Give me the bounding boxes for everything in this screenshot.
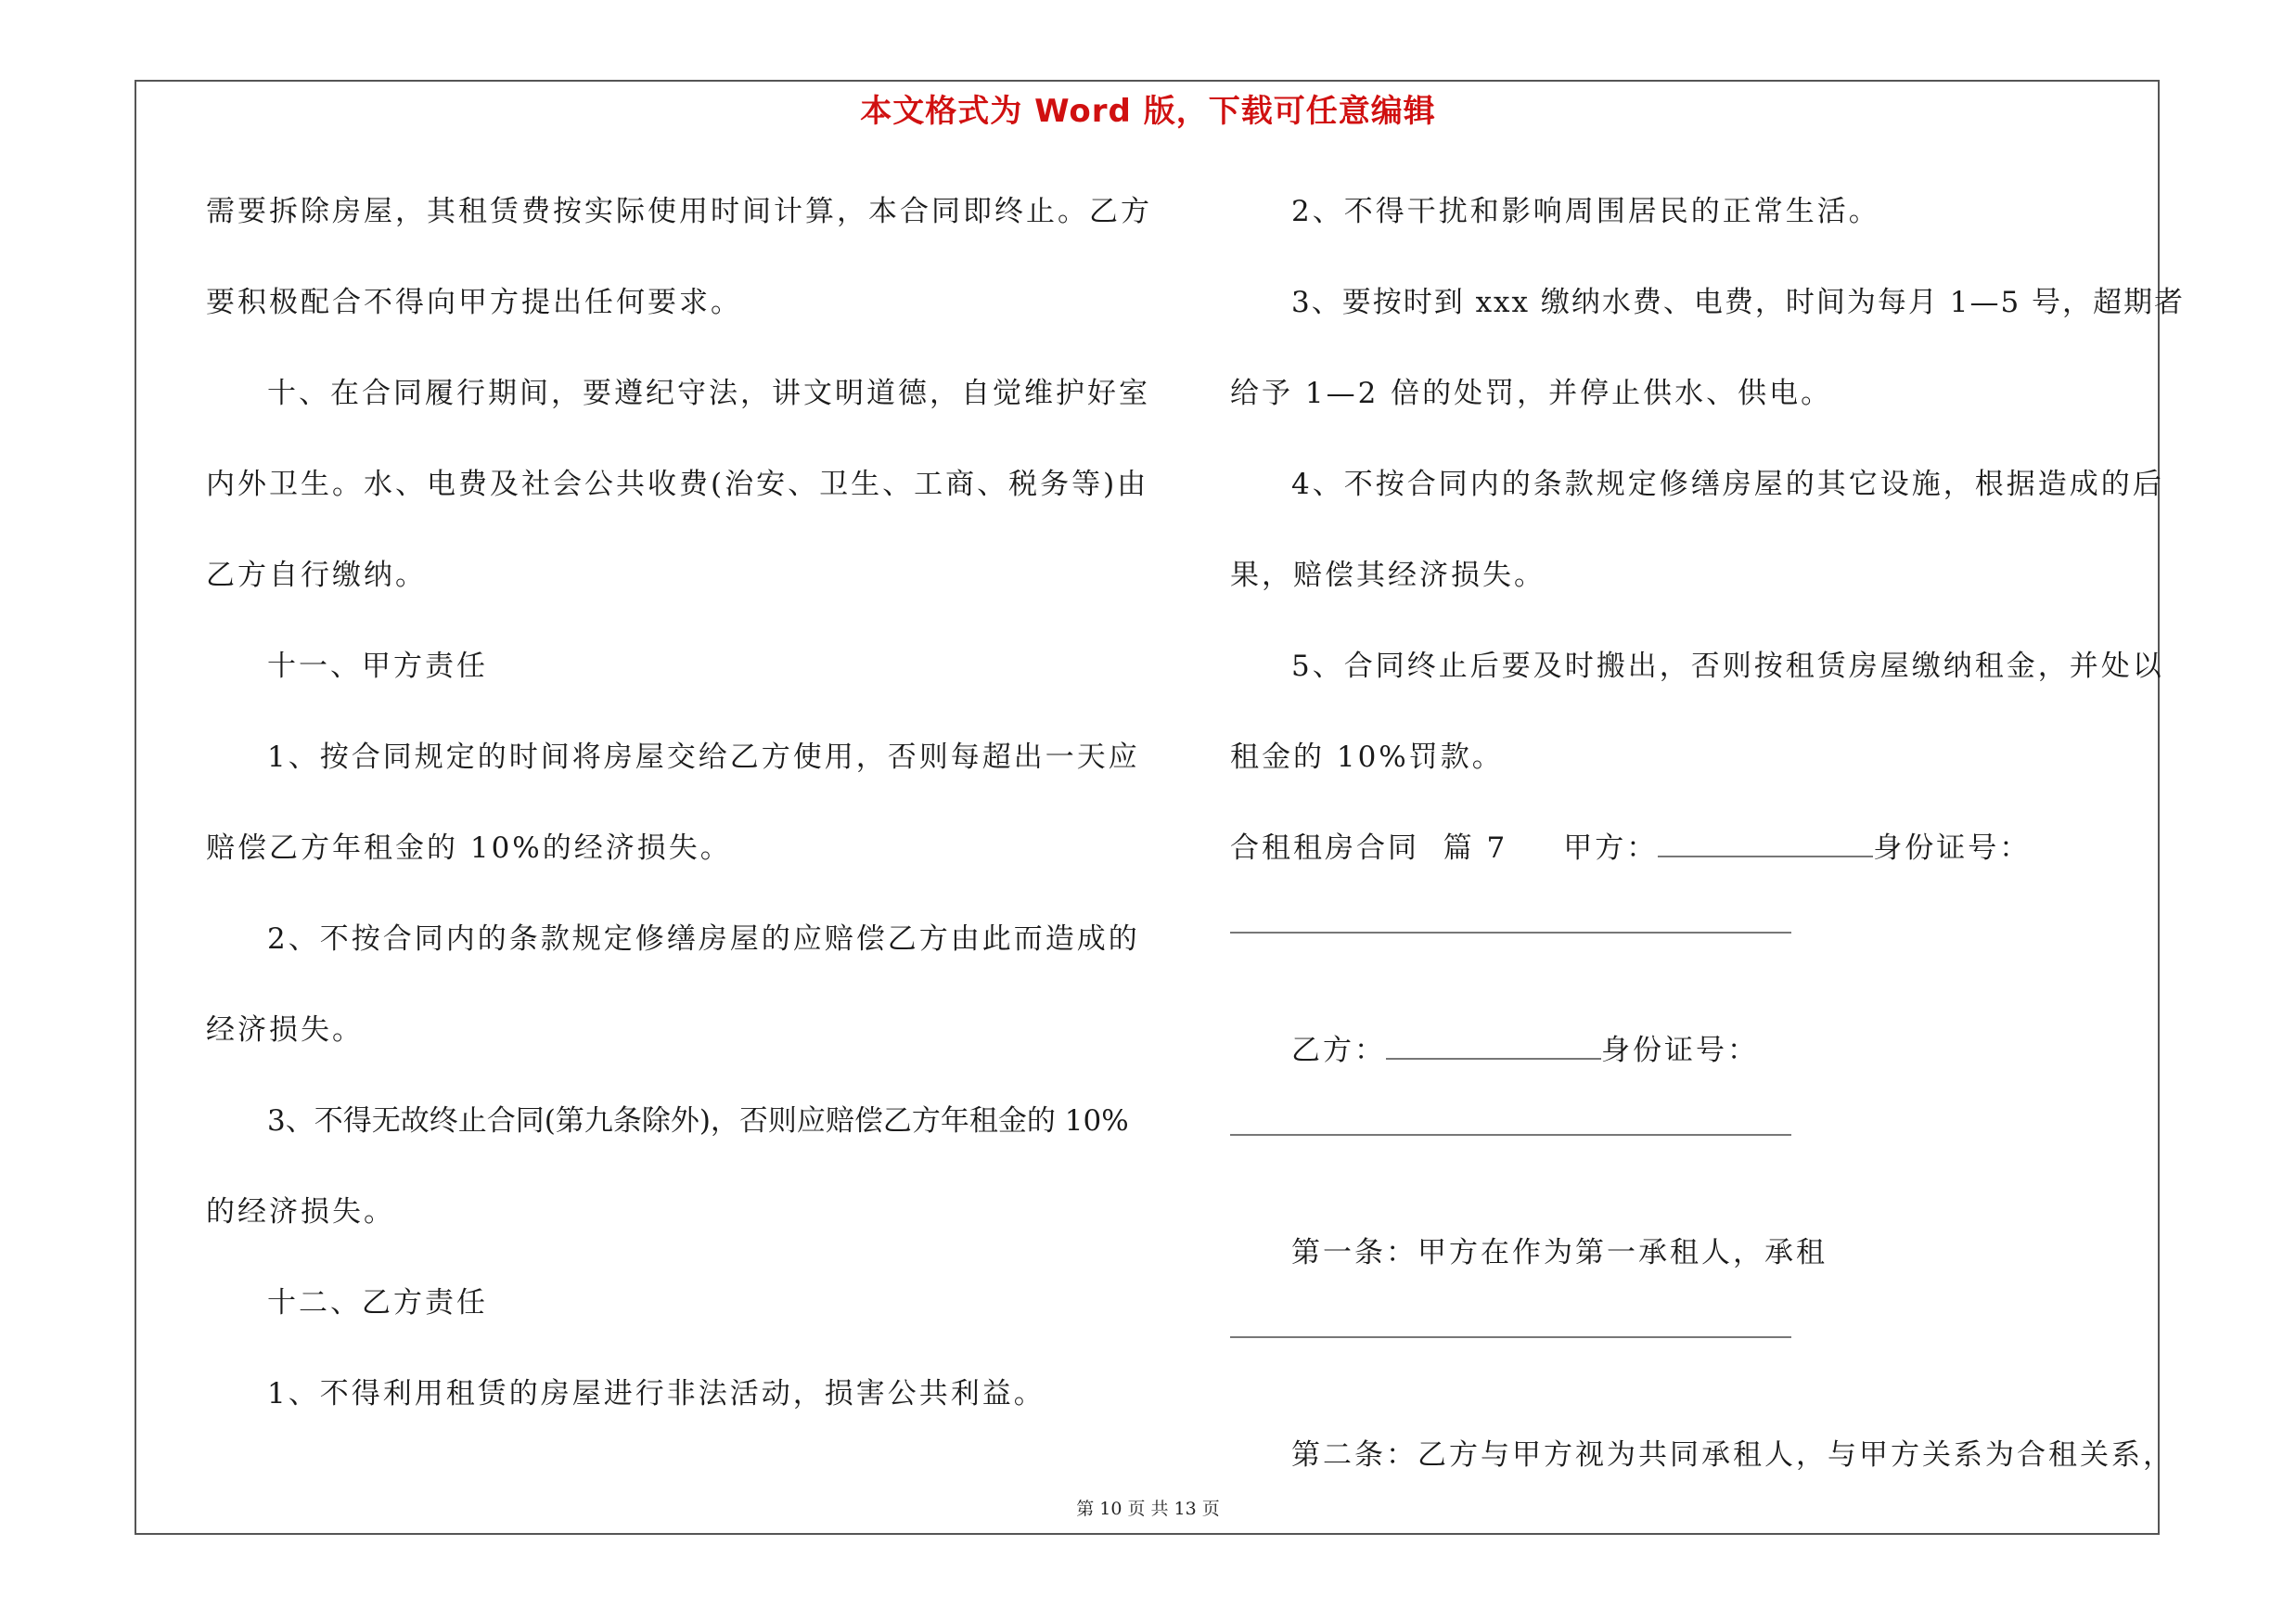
paragraph-line: 需要拆除房屋，其租赁费按实际使用时间计算，本合同即终止。乙方 <box>206 195 1152 228</box>
article-one: 第一条：甲方在作为第一承租人，承租 <box>1291 1236 1828 1269</box>
contract-title: 合租租房合同 篇 7 <box>1230 831 1508 865</box>
paragraph-line: 果，赔偿其经济损失。 <box>1230 559 1546 592</box>
paragraph-line: 3、不得无故终止合同(第九条除外)，否则应赔偿乙方年租金的 10% <box>267 1104 1129 1138</box>
party-a-label: 甲方： <box>1563 831 1659 865</box>
paragraph-line: 要积极配合不得向甲方提出任何要求。 <box>206 286 742 319</box>
blank-line-row <box>1230 1134 2158 1225</box>
paragraph-line: 4、不按合同内的条款规定修缮房屋的其它设施，根据造成的后 <box>1291 468 2164 501</box>
party-a-blank <box>1658 828 1873 857</box>
id-blank-b <box>1230 1134 1791 1136</box>
paragraph-line: 赔偿乙方年租金的 10%的经济损失。 <box>206 831 732 865</box>
paragraph-line: 5、合同终止后要及时搬出，否则按租赁房屋缴纳租金，并处以 <box>1291 650 2164 683</box>
blank-line-row <box>1230 932 2158 1023</box>
section-heading-party-a: 十一、甲方责任 <box>267 650 488 683</box>
article-two: 第二条：乙方与甲方视为共同承租人，与甲方关系为合租关系， <box>1291 1438 2174 1472</box>
contract-header-line <box>1230 820 2158 911</box>
id-label-a: 身份证号： <box>1873 831 2032 865</box>
id-label-b: 身份证号： <box>1601 1034 1759 1067</box>
paragraph-line: 3、要按时到 xxx 缴纳水费、电费，时间为每月 1—5 号，超期者 <box>1291 286 2186 319</box>
party-b-line <box>1230 1023 2158 1114</box>
article-one-blank <box>1230 1336 1791 1338</box>
blank-line-row <box>1230 1336 2158 1427</box>
edit-notice-banner: 本文格式为 Word 版，下载可任意编辑 <box>860 93 1436 130</box>
paragraph-line: 1、按合同规定的时间将房屋交给乙方使用，否则每超出一天应 <box>267 741 1140 774</box>
paragraph-line: 租金的 10%罚款。 <box>1230 741 1504 774</box>
clause-ten: 十、在合同履行期间，要遵纪守法，讲文明道德，自觉维护好室 <box>267 377 1150 410</box>
paragraph-line: 给予 1—2 倍的处罚，并停止供水、供电。 <box>1230 377 1833 410</box>
paragraph-line: 内外卫生。水、电费及社会公共收费(治安、卫生、工商、税务等)由 <box>206 468 1149 501</box>
paragraph-line: 2、不按合同内的条款规定修缮房屋的应赔偿乙方由此而造成的 <box>267 922 1140 956</box>
paragraph-line: 2、不得干扰和影响周围居民的正常生活。 <box>1291 195 1880 228</box>
page-number-footer: 第 10 页 共 13 页 <box>1076 1499 1220 1519</box>
id-blank-a <box>1230 932 1791 934</box>
right-column <box>1230 184 2186 1518</box>
left-column <box>206 184 1161 1457</box>
paragraph-line: 1、不得利用租赁的房屋进行非法活动，损害公共利益。 <box>267 1377 1045 1410</box>
party-b-blank <box>1386 1030 1601 1060</box>
section-heading-party-b: 十二、乙方责任 <box>267 1286 488 1320</box>
party-b-label: 乙方： <box>1291 1034 1386 1067</box>
paragraph-line: 经济损失。 <box>206 1013 364 1047</box>
paragraph-line: 乙方自行缴纳。 <box>206 559 427 592</box>
paragraph-line: 的经济损失。 <box>206 1195 395 1229</box>
